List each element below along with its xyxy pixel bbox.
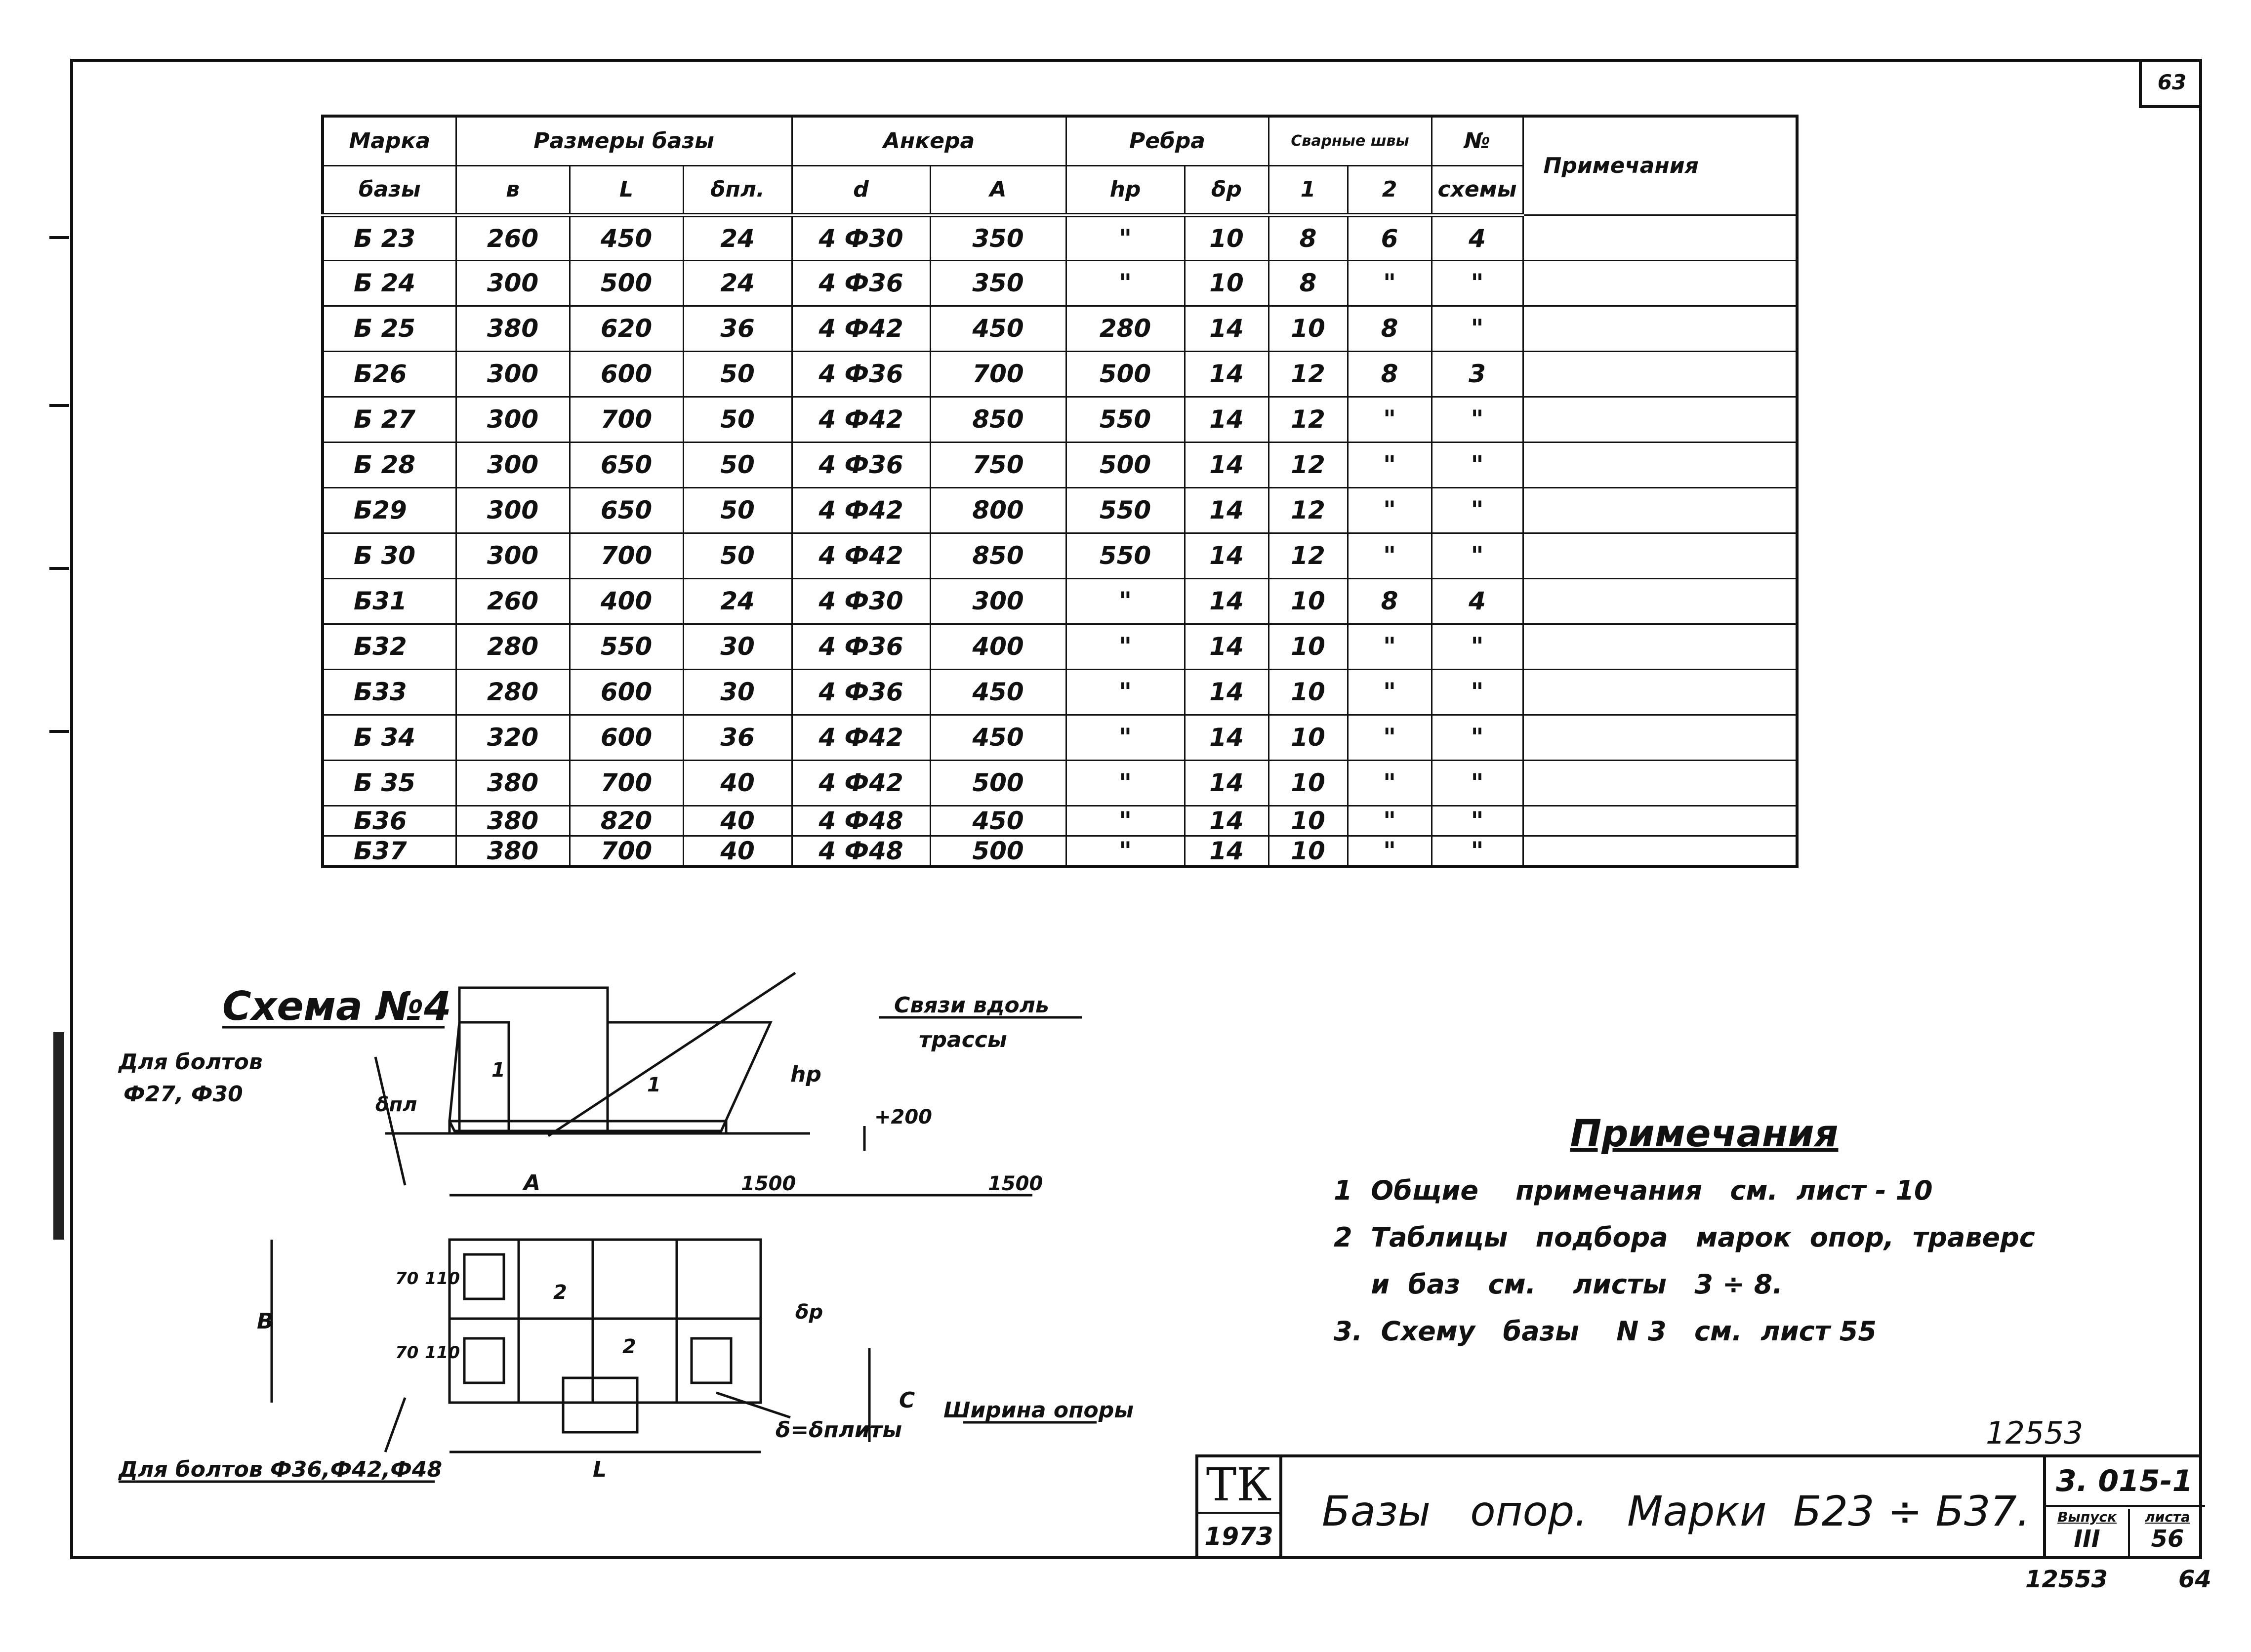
table-cell: 850 <box>930 397 1066 442</box>
table-cell: 800 <box>930 487 1066 533</box>
table-cell: 4 Ф36 <box>792 442 930 487</box>
margin-tick <box>49 404 69 407</box>
table-cell: " <box>1348 533 1432 578</box>
notes-block <box>1334 1111 2035 1363</box>
col-mark-bottom: базы <box>323 165 456 215</box>
issue-label: Выпуск <box>2057 1509 2117 1525</box>
col-ribs: Ребра <box>1066 116 1269 165</box>
col-dpl: δпл. <box>683 165 792 215</box>
title-block <box>1195 1454 2202 1559</box>
table-cell: Б33 <box>323 669 456 715</box>
table-cell: " <box>1066 760 1185 806</box>
weld-1-right: 1 <box>647 1074 661 1096</box>
table-cell: 4 Ф42 <box>792 487 930 533</box>
bolts-large-label: Для болтов Ф36,Ф42,Ф48 <box>119 1457 443 1482</box>
org-mark: ТК <box>1198 1457 1279 1514</box>
dim-110-b: 110 <box>425 1343 460 1363</box>
table-row <box>323 624 1797 669</box>
bolt-leader-small <box>375 1057 405 1185</box>
table-cell: 12 <box>1269 533 1348 578</box>
table-row <box>323 351 1797 397</box>
bases-table <box>321 115 1799 868</box>
table-row <box>323 806 1797 836</box>
col-scheme-no: № <box>1432 116 1523 165</box>
table-cell: 10 <box>1269 836 1348 867</box>
table-cell: 450 <box>930 715 1066 760</box>
col-notes: Примечания <box>1523 116 1797 215</box>
table-cell: " <box>1432 442 1523 487</box>
table-cell: 500 <box>1066 351 1185 397</box>
table-cell: 8 <box>1269 260 1348 306</box>
note-1: 1 Общие примечания см. лист - 10 <box>1334 1175 1933 1206</box>
table-cell: Б 30 <box>323 533 456 578</box>
table-cell: 300 <box>456 442 570 487</box>
table-cell: 650 <box>570 487 683 533</box>
table-cell: 300 <box>456 487 570 533</box>
table-row <box>323 260 1797 306</box>
table-cell: " <box>1432 260 1523 306</box>
table-cell: 450 <box>930 669 1066 715</box>
table-cell: 600 <box>570 715 683 760</box>
table-cell: 4 Ф48 <box>792 836 930 867</box>
table-cell: " <box>1432 533 1523 578</box>
table-cell: " <box>1066 806 1185 836</box>
table-cell: " <box>1348 760 1432 806</box>
table-cell: 400 <box>570 578 683 624</box>
table-cell: " <box>1348 836 1432 867</box>
table-cell: 24 <box>683 260 792 306</box>
table-cell: 12 <box>1269 397 1348 442</box>
table-cell: 14 <box>1185 578 1269 624</box>
table-cell: " <box>1066 836 1185 867</box>
table-cell: 14 <box>1185 669 1269 715</box>
dim-a-label: A <box>524 1170 541 1196</box>
table-cell: 10 <box>1269 715 1348 760</box>
right-rib <box>608 1022 771 1131</box>
table-row <box>323 669 1797 715</box>
table-cell: 10 <box>1269 578 1348 624</box>
table-cell: 50 <box>683 442 792 487</box>
table-cell: 40 <box>683 836 792 867</box>
table-cell: 600 <box>570 669 683 715</box>
sheet-value: 56 <box>2151 1525 2184 1553</box>
table-cell: 280 <box>456 624 570 669</box>
table-row <box>323 533 1797 578</box>
table-cell: 500 <box>1066 442 1185 487</box>
table-cell: " <box>1348 442 1432 487</box>
table-cell: 450 <box>930 306 1066 351</box>
table-cell: 36 <box>683 306 792 351</box>
table-cell: 14 <box>1185 397 1269 442</box>
issue-value: III <box>2074 1525 2100 1553</box>
table-cell: " <box>1348 260 1432 306</box>
table-cell <box>1523 306 1797 351</box>
table-cell: 700 <box>930 351 1066 397</box>
table-cell: 450 <box>570 215 683 260</box>
anchor-stub <box>563 1378 637 1432</box>
scheme-drawing <box>109 963 1146 1506</box>
table-cell: " <box>1348 397 1432 442</box>
dim-110-a: 110 <box>425 1269 460 1289</box>
table-cell: 50 <box>683 487 792 533</box>
table-cell: " <box>1348 624 1432 669</box>
table-cell: 10 <box>1185 215 1269 260</box>
table-cell: 4 Ф30 <box>792 215 930 260</box>
table-cell: Б26 <box>323 351 456 397</box>
table-cell: 700 <box>570 397 683 442</box>
table-cell: 400 <box>930 624 1066 669</box>
col-anchors: Анкера <box>792 116 1066 165</box>
table-cell <box>1523 442 1797 487</box>
table-cell: 700 <box>570 836 683 867</box>
sheet-label: листа <box>2145 1509 2190 1525</box>
drawing-title: Базы опор. Марки Б23 ÷ Б37. <box>1322 1487 2030 1535</box>
margin-stamp-strip <box>53 1032 64 1240</box>
table-cell: 10 <box>1269 624 1348 669</box>
table-cell <box>1523 669 1797 715</box>
weld-2-lower: 2 <box>622 1335 636 1358</box>
table-cell: 350 <box>930 260 1066 306</box>
table-row <box>323 306 1797 351</box>
table-cell: Б31 <box>323 578 456 624</box>
tie-leader <box>548 973 795 1136</box>
col-d: d <box>792 165 930 215</box>
table-cell <box>1523 836 1797 867</box>
dim-dp-label: δp <box>795 1301 823 1324</box>
table-cell: " <box>1066 624 1185 669</box>
inventory-number-bottom: 12553 <box>2025 1566 2108 1593</box>
table-cell <box>1523 260 1797 306</box>
table-cell <box>1523 624 1797 669</box>
table-cell: Б37 <box>323 836 456 867</box>
table-cell: " <box>1432 624 1523 669</box>
table-cell: 700 <box>570 760 683 806</box>
table-cell: 500 <box>570 260 683 306</box>
table-row <box>323 442 1797 487</box>
table-cell: 4 <box>1432 215 1523 260</box>
plate-leader <box>716 1393 790 1417</box>
table-cell: Б 34 <box>323 715 456 760</box>
table-cell: Б29 <box>323 487 456 533</box>
table-cell: 4 Ф36 <box>792 624 930 669</box>
dim-70-a: 70 <box>395 1269 419 1289</box>
table-cell: 300 <box>456 260 570 306</box>
table-cell: 550 <box>1066 487 1185 533</box>
table-cell: 4 Ф42 <box>792 715 930 760</box>
table-cell: 14 <box>1185 351 1269 397</box>
table-cell: 14 <box>1185 624 1269 669</box>
table-cell: Б 35 <box>323 760 456 806</box>
table-cell: Б36 <box>323 806 456 836</box>
table-cell: " <box>1432 397 1523 442</box>
table-row <box>323 487 1797 533</box>
table-cell: 850 <box>930 533 1066 578</box>
table-cell: 450 <box>930 806 1066 836</box>
ties-label-2: трассы <box>919 1027 1007 1052</box>
table-cell <box>1523 397 1797 442</box>
table-cell: 14 <box>1185 306 1269 351</box>
bolt-hole-large <box>464 1338 504 1383</box>
table-cell: " <box>1066 669 1185 715</box>
table-cell: " <box>1348 669 1432 715</box>
dim-b-label: B <box>257 1309 274 1334</box>
table-cell: 12 <box>1269 442 1348 487</box>
table-cell: 4 Ф48 <box>792 806 930 836</box>
table-cell <box>1523 351 1797 397</box>
page-number: 63 <box>2139 59 2202 108</box>
table-cell: 4 Ф36 <box>792 351 930 397</box>
table-cell: 4 Ф36 <box>792 669 930 715</box>
table-cell: 10 <box>1185 260 1269 306</box>
table-cell: 14 <box>1185 806 1269 836</box>
table-cell: 300 <box>456 351 570 397</box>
level-label: +200 <box>874 1106 933 1128</box>
table-cell: " <box>1432 806 1523 836</box>
table-cell: 260 <box>456 215 570 260</box>
table-cell: 600 <box>570 351 683 397</box>
table-cell: Б 27 <box>323 397 456 442</box>
table-cell: 30 <box>683 669 792 715</box>
table-cell: " <box>1432 760 1523 806</box>
table-cell: 4 Ф42 <box>792 306 930 351</box>
table-cell: 50 <box>683 397 792 442</box>
col-a: A <box>930 165 1066 215</box>
weld-1-left: 1 <box>491 1059 505 1082</box>
table-cell: 550 <box>1066 397 1185 442</box>
table-cell: " <box>1432 306 1523 351</box>
table-cell: 14 <box>1185 487 1269 533</box>
table-cell: " <box>1432 836 1523 867</box>
notes-title: Примечания <box>1570 1111 1839 1155</box>
table-cell: " <box>1066 215 1185 260</box>
table-cell: 6 <box>1348 215 1432 260</box>
table-cell: 14 <box>1185 533 1269 578</box>
table-cell: 10 <box>1269 806 1348 836</box>
year: 1973 <box>1204 1522 1273 1551</box>
table-cell: " <box>1432 487 1523 533</box>
table-cell: 8 <box>1348 306 1432 351</box>
drawing-code: 3. 015-1 <box>2046 1457 2205 1507</box>
table-cell: 14 <box>1185 836 1269 867</box>
table-row <box>323 760 1797 806</box>
plate-thickness-label: δ=δплиты <box>776 1417 902 1443</box>
dim-1500-a: 1500 <box>741 1172 796 1195</box>
table-cell: 300 <box>930 578 1066 624</box>
table-cell: " <box>1432 669 1523 715</box>
code-cell <box>2043 1457 2205 1559</box>
table-cell: 14 <box>1185 760 1269 806</box>
dim-dpl-label: δпл <box>375 1093 417 1116</box>
margin-tick <box>49 567 69 570</box>
table-row <box>323 836 1797 867</box>
column-shaft <box>459 988 608 1131</box>
table-cell: Б 25 <box>323 306 456 351</box>
table-cell: Б 23 <box>323 215 456 260</box>
table-cell: 4 Ф42 <box>792 397 930 442</box>
table-cell: 10 <box>1269 669 1348 715</box>
col-mark-top: Марка <box>323 116 456 165</box>
table-cell: 550 <box>1066 533 1185 578</box>
note-2-cont: и баз см. листы 3 ÷ 8. <box>1334 1269 1783 1300</box>
table-cell: 30 <box>683 624 792 669</box>
bolt-hole-large-right <box>692 1338 731 1383</box>
table-cell <box>1523 806 1797 836</box>
dim-c-label: C <box>899 1388 915 1413</box>
issue-cell <box>2046 1509 2130 1559</box>
table-cell: 50 <box>683 533 792 578</box>
table-cell: " <box>1348 715 1432 760</box>
support-width-label: Ширина опоры <box>943 1398 1134 1423</box>
table-cell: Б 28 <box>323 442 456 487</box>
table-cell: 10 <box>1269 306 1348 351</box>
dim-hp-label: hp <box>790 1062 821 1087</box>
table-cell: 750 <box>930 442 1066 487</box>
table-cell: 260 <box>456 578 570 624</box>
table-row <box>323 397 1797 442</box>
table-cell <box>1523 487 1797 533</box>
table-cell: 8 <box>1348 351 1432 397</box>
table-cell: 3 <box>1432 351 1523 397</box>
page-corner-number: 64 <box>2178 1566 2211 1593</box>
table-cell: 14 <box>1185 715 1269 760</box>
table-cell: 500 <box>930 760 1066 806</box>
table-cell: 24 <box>683 215 792 260</box>
table-cell: 620 <box>570 306 683 351</box>
col-weld-2: 2 <box>1348 165 1432 215</box>
margin-tick <box>49 730 69 733</box>
table-cell <box>1523 715 1797 760</box>
table-row <box>323 215 1797 260</box>
bolt-hole-small <box>464 1254 504 1299</box>
table-cell <box>1523 760 1797 806</box>
table-cell: 4 <box>1432 578 1523 624</box>
table-cell: 650 <box>570 442 683 487</box>
table-cell: 4 Ф36 <box>792 260 930 306</box>
col-b: в <box>456 165 570 215</box>
table-cell: 380 <box>456 760 570 806</box>
table-cell: " <box>1066 578 1185 624</box>
col-welds: Сварные швы <box>1269 116 1432 165</box>
table-cell: 36 <box>683 715 792 760</box>
bolts-small-label-1: Для болтов <box>119 1049 263 1075</box>
table-cell: 4 Ф30 <box>792 578 930 624</box>
table-cell: 24 <box>683 578 792 624</box>
dim-70-b: 70 <box>395 1343 419 1363</box>
table-cell: 700 <box>570 533 683 578</box>
table-cell: 40 <box>683 806 792 836</box>
table-cell: " <box>1432 715 1523 760</box>
table-cell <box>1523 533 1797 578</box>
table-cell: " <box>1348 487 1432 533</box>
table-cell: 320 <box>456 715 570 760</box>
table-cell: 350 <box>930 215 1066 260</box>
note-2: 2 Таблицы подбора марок опор, траверс <box>1334 1222 2035 1253</box>
table-cell: " <box>1066 260 1185 306</box>
note-3: 3. Схему базы N 3 см. лист 55 <box>1334 1316 1877 1347</box>
table-row <box>323 578 1797 624</box>
bolt-leader-large <box>385 1398 405 1452</box>
sheet-cell <box>2130 1509 2205 1559</box>
table-cell: Б 24 <box>323 260 456 306</box>
table-cell: 14 <box>1185 442 1269 487</box>
ties-label-1: Связи вдоль <box>894 993 1049 1018</box>
table-cell: 380 <box>456 806 570 836</box>
table-cell: 280 <box>456 669 570 715</box>
col-hp: hp <box>1066 165 1185 215</box>
col-base-size: Размеры базы <box>456 116 792 165</box>
table-cell: " <box>1348 806 1432 836</box>
table-cell: 380 <box>456 836 570 867</box>
col-dp: δp <box>1185 165 1269 215</box>
org-cell <box>1198 1457 1282 1559</box>
inventory-number-top: 12553 <box>1986 1415 2084 1451</box>
table-cell: 550 <box>570 624 683 669</box>
table-cell: 820 <box>570 806 683 836</box>
margin-tick <box>49 236 69 239</box>
dim-1500-b: 1500 <box>988 1172 1043 1195</box>
table-cell: 10 <box>1269 760 1348 806</box>
col-scheme: схемы <box>1432 165 1523 215</box>
table-cell: 300 <box>456 533 570 578</box>
table-cell: 12 <box>1269 351 1348 397</box>
table-cell: 500 <box>930 836 1066 867</box>
dim-l-label: L <box>593 1457 607 1482</box>
table-cell: " <box>1066 715 1185 760</box>
table-cell: 8 <box>1348 578 1432 624</box>
table-cell: 300 <box>456 397 570 442</box>
table-cell: 40 <box>683 760 792 806</box>
table-cell: 8 <box>1269 215 1348 260</box>
table-cell: Б32 <box>323 624 456 669</box>
weld-2-upper: 2 <box>553 1281 567 1304</box>
table-cell: 380 <box>456 306 570 351</box>
table-cell: 280 <box>1066 306 1185 351</box>
table-row <box>323 715 1797 760</box>
table-cell: 12 <box>1269 487 1348 533</box>
table-cell: 4 Ф42 <box>792 533 930 578</box>
table-cell: 50 <box>683 351 792 397</box>
table-cell: 4 Ф42 <box>792 760 930 806</box>
col-weld-1: 1 <box>1269 165 1348 215</box>
table-cell <box>1523 215 1797 260</box>
bolts-small-label-2: Ф27, Ф30 <box>123 1082 243 1107</box>
table-cell <box>1523 578 1797 624</box>
col-l: L <box>570 165 683 215</box>
scheme-title: Схема №4 <box>222 983 451 1029</box>
table-body <box>323 215 1797 867</box>
